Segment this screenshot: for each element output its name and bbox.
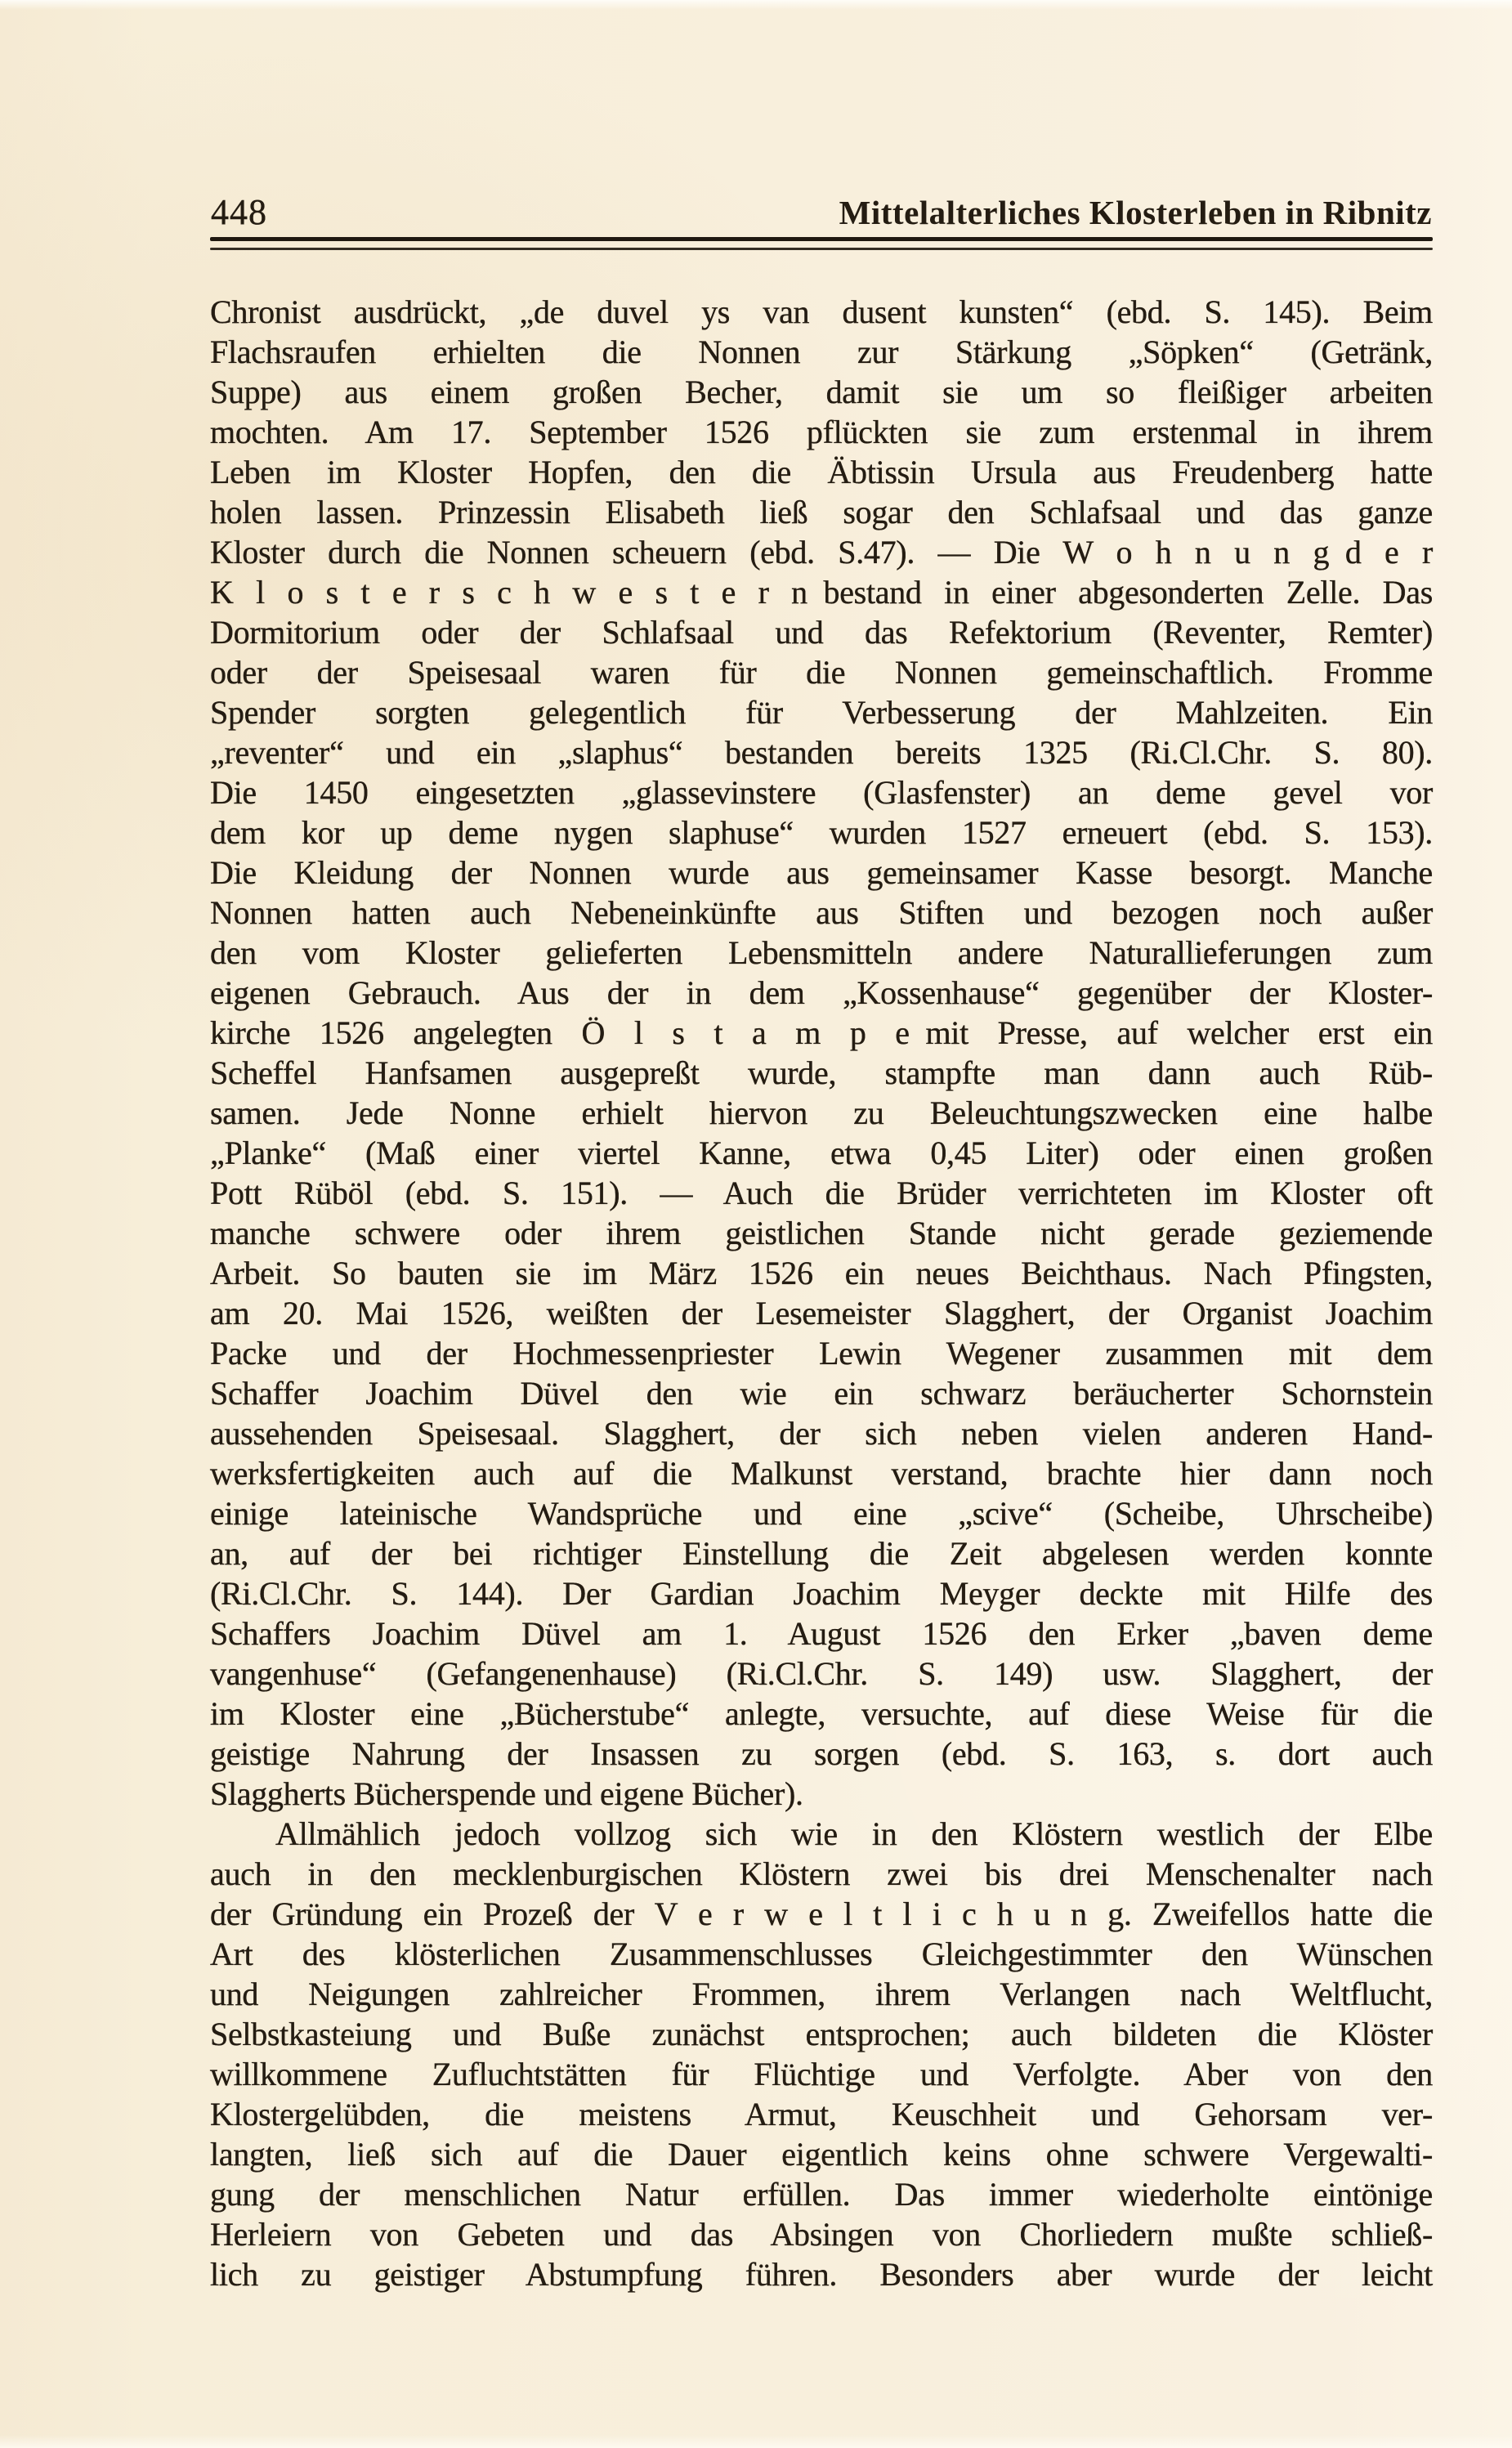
text-line: willkommene Zufluchtstätten für Flüchtige und Verfolgte. Aber von den xyxy=(210,2056,1433,2092)
text-line: manche schwere oder ihrem geistlichen Stande nicht gerade geziemende xyxy=(210,1215,1433,1251)
text-line: samen. Jede Nonne erhielt hiervon zu Beleuchtungszwecken eine halbe xyxy=(210,1094,1433,1131)
header-rule xyxy=(210,237,1433,250)
text-line: (Ri.Cl.Chr. S. 144). Der Gardian Joachim Meyger deckte mit Hilfe des xyxy=(210,1575,1433,1612)
text-line: aussehenden Speisesaal. Slagghert, der sich neben vielen anderen Hand- xyxy=(210,1415,1433,1452)
text-line: holen lassen. Prinzessin Elisabeth ließ sogar den Schlafsaal und das ganze xyxy=(210,494,1433,530)
text-line: und Neigungen zahlreicher Frommen, ihrem Verlangen nach Weltflucht, xyxy=(210,1976,1433,2012)
text-line: Die Kleidung der Nonnen wurde aus gemeinsamer Kasse besorgt. Manche xyxy=(210,854,1433,891)
text-line: eigenen Gebrauch. Aus der in dem „Kossenhause“ gegenüber der Kloster- xyxy=(210,974,1433,1011)
text-line: Spender sorgten gelegentlich für Verbesserung der Mahlzeiten. Ein xyxy=(210,694,1433,731)
text-line: Allmählich jedoch vollzog sich wie in den Klöstern westlich der Elbe xyxy=(275,1815,1433,1852)
text-line: Slaggherts Bücherspende und eigene Bücher). xyxy=(210,1775,803,1812)
text-line: Chronist ausdrückt, „de duvel ys van dusent kunsten“ (ebd. S. 145). Beim xyxy=(210,293,1433,330)
text-line: Herleiern von Gebeten und das Absingen von Chorliedern mußte schließ- xyxy=(210,2216,1433,2253)
text-line: Suppe) aus einem großen Becher, damit sie um so fleißiger arbeiten xyxy=(210,374,1433,410)
text-line: im Kloster eine „Bücherstube“ anlegte, versuchte, auf diese Weise für die xyxy=(210,1695,1433,1732)
text-line: Klostergelübden, die meistens Armut, Keuschheit und Gehorsam ver- xyxy=(210,2096,1433,2132)
page-header xyxy=(211,191,1432,233)
text-line: gung der menschlichen Natur erfüllen. Das immer wiederholte eintönige xyxy=(210,2176,1433,2213)
text-line: oder der Speisesaal waren für die Nonnen gemeinschaftlich. Fromme xyxy=(210,654,1433,691)
text-line: Dormitorium oder der Schlafsaal und das Refektorium (Reventer, Remter) xyxy=(210,614,1433,651)
text-line: kirche 1526 angelegten Ö l s t a m p e mit Presse, auf welcher erst ein xyxy=(210,1014,1433,1051)
text-line: mochten. Am 17. September 1526 pflückten sie zum erstenmal in ihrem xyxy=(210,414,1433,450)
text-line: vangenhuse“ (Gefangenenhause) (Ri.Cl.Chr. S. 149) usw. Slagghert, der xyxy=(210,1655,1433,1692)
text-line: am 20. Mai 1526, weißten der Lesemeister Slagghert, der Organist Joachim xyxy=(210,1295,1433,1331)
running-title: Mittelalterliches Klosterleben in Ribnitz xyxy=(839,194,1432,231)
text-line: Packe und der Hochmessenpriester Lewin Wegener zusammen mit dem xyxy=(210,1335,1433,1372)
text-line: Art des klösterlichen Zusammenschlusses Gleichgestimmter den Wünschen xyxy=(210,1936,1433,1972)
text-line: geistige Nahrung der Insassen zu sorgen (ebd. S. 163, s. dort auch xyxy=(210,1735,1433,1772)
text-line: Kloster durch die Nonnen scheuern (ebd. S.47). — Die W o h n u n g d e r xyxy=(210,534,1433,571)
page-number: 448 xyxy=(211,192,267,232)
text-line: dem kor up deme nygen slaphuse“ wurden 1527 erneuert (ebd. S. 153). xyxy=(210,814,1433,851)
text-line: auch in den mecklenburgischen Klöstern zwei bis drei Menschenalter nach xyxy=(210,1855,1433,1892)
text-line: Selbstkasteiung und Buße zunächst entsprochen; auch bildeten die Klöster xyxy=(210,2016,1433,2052)
text-line: Scheffel Hanfsamen ausgepreßt wurde, stampfte man dann auch Rüb- xyxy=(210,1054,1433,1091)
text-line: lich zu geistiger Abstumpfung führen. Besonders aber wurde der leicht xyxy=(210,2256,1433,2293)
text-line: an, auf der bei richtiger Einstellung die Zeit abgelesen werden konnte xyxy=(210,1535,1433,1572)
text-line: werksfertigkeiten auch auf die Malkunst verstand, brachte hier dann noch xyxy=(210,1455,1433,1492)
text-line: den vom Kloster gelieferten Lebensmitteln andere Naturallieferungen zum xyxy=(210,934,1433,971)
text-line: einige lateinische Wandsprüche und eine „scive“ (Scheibe, Uhrscheibe) xyxy=(210,1495,1433,1532)
text-line: Flachsraufen erhielten die Nonnen zur Stärkung „Söpken“ (Getränk, xyxy=(210,333,1433,370)
header-rule-bottom xyxy=(210,248,1433,250)
text-line: Pott Rüböl (ebd. S. 151). — Auch die Brüder verrichteten im Kloster oft xyxy=(210,1175,1433,1211)
header-rule-top xyxy=(210,237,1433,241)
text-line: Nonnen hatten auch Nebeneinkünfte aus Stiften und bezogen noch außer xyxy=(210,894,1433,931)
text-line: der Gründung ein Prozeß der V e r w e l t l i c h u n g. Zweifellos hatte die xyxy=(210,1895,1433,1932)
text-line: Leben im Kloster Hopfen, den die Äbtissin Ursula aus Freudenberg hatte xyxy=(210,454,1433,490)
text-line: „Planke“ (Maß einer viertel Kanne, etwa 0,45 Liter) oder einen großen xyxy=(210,1134,1433,1171)
text-line: Die 1450 eingesetzten „glassevinstere (Glasfenster) an deme gevel vor xyxy=(210,774,1433,811)
text-line: K l o s t e r s c h w e s t e r n bestand in einer abgesonderten Zelle. Das xyxy=(210,574,1433,611)
body-text xyxy=(210,292,1433,2294)
text-line: Schaffers Joachim Düvel am 1. August 1526 den Erker „baven deme xyxy=(210,1615,1433,1652)
text-line: „reventer“ und ein „slaphus“ bestanden bereits 1325 (Ri.Cl.Chr. S. 80). xyxy=(210,734,1433,771)
text-line: Schaffer Joachim Düvel den wie ein schwarz beräucherter Schornstein xyxy=(210,1375,1433,1412)
text-line: langten, ließ sich auf die Dauer eigentlich keins ohne schwere Vergewalti- xyxy=(210,2136,1433,2173)
text-line: Arbeit. So bauten sie im März 1526 ein neues Beichthaus. Nach Pfingsten, xyxy=(210,1255,1433,1291)
